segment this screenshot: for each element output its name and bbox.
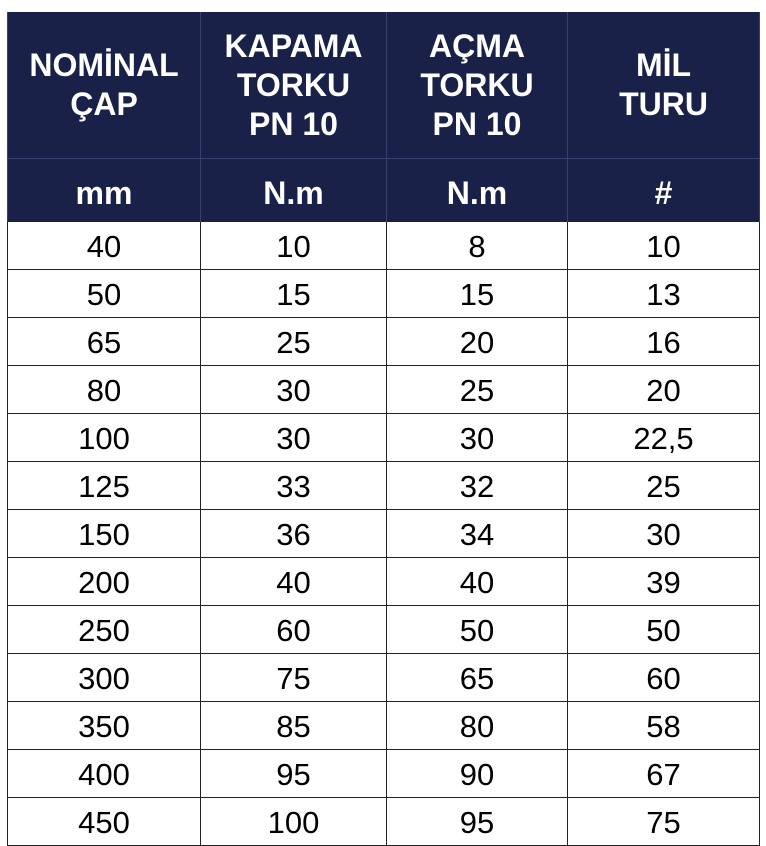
- header-closing-torque: [201, 12, 387, 159]
- cell-nominal-diameter: 40: [8, 222, 201, 270]
- cell-opening-torque: 65: [387, 654, 568, 702]
- torque-table: [7, 12, 760, 846]
- cell-opening-torque: 32: [387, 462, 568, 510]
- unit-shaft-turns: #: [568, 159, 760, 222]
- table-row: [8, 750, 760, 798]
- table-row: [8, 510, 760, 558]
- cell-nominal-diameter: 300: [8, 654, 201, 702]
- cell-nominal-diameter: 400: [8, 750, 201, 798]
- cell-closing-torque: 40: [201, 558, 387, 606]
- cell-nominal-diameter: 450: [8, 798, 201, 846]
- cell-closing-torque: 100: [201, 798, 387, 846]
- cell-closing-torque: 30: [201, 366, 387, 414]
- cell-shaft-turns: 10: [568, 222, 760, 270]
- cell-closing-torque: 10: [201, 222, 387, 270]
- unit-nominal-diameter: mm: [8, 159, 201, 222]
- table-row: [8, 318, 760, 366]
- header-line: TORKU: [420, 66, 534, 103]
- table-row: [8, 462, 760, 510]
- table-row: [8, 702, 760, 750]
- cell-opening-torque: 30: [387, 414, 568, 462]
- header-line: ÇAP: [70, 86, 138, 122]
- cell-shaft-turns: 75: [568, 798, 760, 846]
- cell-shaft-turns: 58: [568, 702, 760, 750]
- cell-shaft-turns: 30: [568, 510, 760, 558]
- cell-shaft-turns: 67: [568, 750, 760, 798]
- cell-shaft-turns: 13: [568, 270, 760, 318]
- cell-opening-torque: 25: [387, 366, 568, 414]
- cell-shaft-turns: 50: [568, 606, 760, 654]
- header-title-row: [8, 12, 760, 159]
- cell-closing-torque: 95: [201, 750, 387, 798]
- table-row: [8, 606, 760, 654]
- cell-closing-torque: 36: [201, 510, 387, 558]
- table-row: [8, 270, 760, 318]
- cell-closing-torque: 33: [201, 462, 387, 510]
- table-row: [8, 798, 760, 846]
- cell-nominal-diameter: 50: [8, 270, 201, 318]
- cell-opening-torque: 50: [387, 606, 568, 654]
- header-nominal-diameter: [8, 12, 201, 159]
- header-line: PN 10: [249, 105, 338, 142]
- cell-opening-torque: 20: [387, 318, 568, 366]
- unit-closing-torque: N.m: [201, 159, 387, 222]
- table-row: [8, 654, 760, 702]
- table-row: [8, 222, 760, 270]
- cell-nominal-diameter: 65: [8, 318, 201, 366]
- cell-nominal-diameter: 80: [8, 366, 201, 414]
- cell-nominal-diameter: 350: [8, 702, 201, 750]
- cell-shaft-turns: 22,5: [568, 414, 760, 462]
- cell-nominal-diameter: 250: [8, 606, 201, 654]
- cell-nominal-diameter: 125: [8, 462, 201, 510]
- cell-nominal-diameter: 150: [8, 510, 201, 558]
- cell-shaft-turns: 60: [568, 654, 760, 702]
- cell-closing-torque: 85: [201, 702, 387, 750]
- cell-nominal-diameter: 200: [8, 558, 201, 606]
- cell-opening-torque: 95: [387, 798, 568, 846]
- cell-shaft-turns: 16: [568, 318, 760, 366]
- cell-closing-torque: 15: [201, 270, 387, 318]
- table-row: [8, 414, 760, 462]
- header-line: TURU: [619, 86, 708, 122]
- cell-closing-torque: 75: [201, 654, 387, 702]
- cell-opening-torque: 34: [387, 510, 568, 558]
- cell-closing-torque: 25: [201, 318, 387, 366]
- cell-closing-torque: 30: [201, 414, 387, 462]
- cell-shaft-turns: 25: [568, 462, 760, 510]
- cell-opening-torque: 90: [387, 750, 568, 798]
- cell-shaft-turns: 39: [568, 558, 760, 606]
- header-line: TORKU: [236, 66, 351, 103]
- header-line: AÇMA: [429, 27, 525, 64]
- cell-nominal-diameter: 100: [8, 414, 201, 462]
- table-header: [8, 12, 760, 222]
- cell-opening-torque: 80: [387, 702, 568, 750]
- cell-opening-torque: 8: [387, 222, 568, 270]
- header-unit-row: [8, 159, 760, 222]
- cell-opening-torque: 40: [387, 558, 568, 606]
- table-row: [8, 366, 760, 414]
- header-opening-torque: [387, 12, 568, 159]
- cell-closing-torque: 60: [201, 606, 387, 654]
- cell-shaft-turns: 20: [568, 366, 760, 414]
- torque-table-container: [7, 12, 759, 846]
- table-row: [8, 558, 760, 606]
- cell-opening-torque: 15: [387, 270, 568, 318]
- header-shaft-turns: [568, 12, 760, 159]
- header-line: KAPAMA: [224, 27, 363, 64]
- header-line: NOMİNAL: [29, 47, 179, 83]
- header-line: MİL: [635, 47, 692, 83]
- table-body: [8, 222, 760, 846]
- unit-opening-torque: N.m: [387, 159, 568, 222]
- header-line: PN 10: [432, 105, 522, 142]
